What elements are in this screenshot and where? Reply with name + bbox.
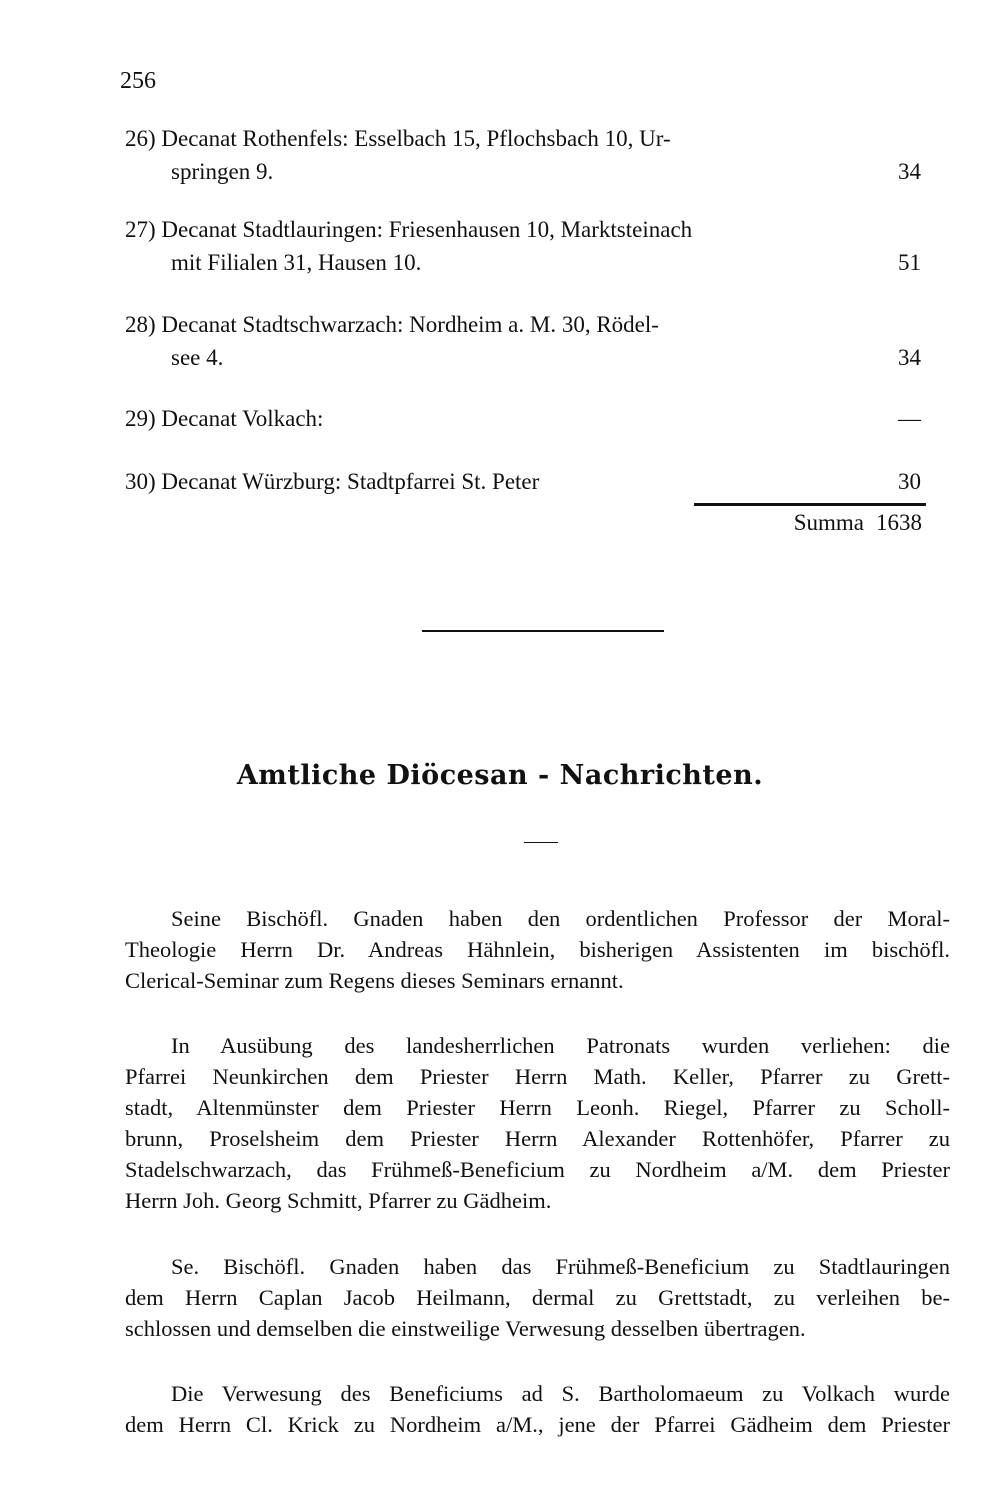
list-item (125, 402, 925, 435)
heading-divider (524, 842, 558, 843)
paragraph-line: Theologie Herrn Dr. Andreas Hähnlein, bisherigen Assistenten im bischöfl. (125, 937, 950, 962)
list-item (125, 122, 925, 188)
paragraph (125, 903, 950, 996)
list-item (125, 308, 925, 374)
entry-line (125, 246, 925, 279)
paragraph-line: Die Verwesung des Beneficiums ad S. Bartholomaeum zu Volkach wurde (171, 1381, 950, 1406)
entry-count: 34 (898, 159, 921, 184)
section-heading: Amtliche Diöcesan - Nachrichten. (236, 760, 764, 791)
entry-line (125, 402, 925, 435)
entry-line (125, 341, 925, 374)
paragraph-line: stadt, Altenmünster dem Priester Herrn Leonh. Riegel, Pfarrer zu Scholl- (125, 1095, 950, 1120)
paragraph (125, 1030, 950, 1216)
paragraph (125, 1378, 950, 1440)
paragraph-line: Stadelschwarzach, das Frühmeß-Beneficium zu Nordheim a/M. dem Priester (125, 1157, 950, 1182)
entry-count: 34 (898, 345, 921, 370)
list-item (125, 213, 925, 279)
entry-line-text: springen 9. (171, 159, 274, 184)
paragraph-line: Pfarrei Neunkirchen dem Priester Herrn Math. Keller, Pfarrer zu Grett- (125, 1064, 950, 1089)
entry-line-text: 30) Decanat Würzburg: Stadtpfarrei St. Peter (125, 469, 540, 494)
page-number: 256 (120, 68, 156, 94)
paragraph-line: brunn, Proselsheim dem Priester Herrn Alexander Rottenhöfer, Pfarrer zu (125, 1126, 950, 1151)
sum-rule (694, 503, 926, 506)
paragraph-line: dem Herrn Caplan Jacob Heilmann, dermal zu Grettstadt, zu verleihen be- (125, 1285, 950, 1310)
entry-line: 27) Decanat Stadtlauringen: Friesenhausen 10, Marktsteinach (125, 217, 693, 242)
paragraph-line: Herrn Joh. Georg Schmitt, Pfarrer zu Gädheim. (125, 1188, 552, 1213)
paragraph-line: dem Herrn Cl. Krick zu Nordheim a/M., jene der Pfarrei Gädheim dem Priester (125, 1412, 950, 1437)
entry-count: — (898, 406, 921, 431)
summa-label: Summa (793, 510, 864, 535)
list-item (125, 465, 925, 498)
entry-line-text: see 4. (171, 345, 224, 370)
paragraph-line: Se. Bischöfl. Gnaden haben das Frühmeß-Beneficium zu Stadtlauringen (171, 1254, 950, 1279)
entry-line: 26) Decanat Rothenfels: Esselbach 15, Pflochsbach 10, Ur- (125, 126, 671, 151)
paragraph-line: Clerical-Seminar zum Regens dieses Seminars ernannt. (125, 968, 624, 993)
paragraph (125, 1251, 950, 1344)
paragraph-line: In Ausübung des landesherrlichen Patronats wurden verliehen: die (171, 1033, 950, 1058)
entry-line-text: 29) Decanat Volkach: (125, 406, 324, 431)
entry-line (125, 155, 925, 188)
entry-line: 28) Decanat Stadtschwarzach: Nordheim a. M. 30, Rödel- (125, 312, 659, 337)
summa-value: 1638 (876, 510, 922, 535)
section-divider (422, 630, 664, 632)
entry-count: 30 (898, 469, 921, 494)
paragraph-line: schlossen und demselben die einstweilige Verwesung desselben übertragen. (125, 1316, 806, 1341)
entry-line (125, 465, 925, 498)
summa-total (794, 510, 922, 536)
entry-count: 51 (898, 250, 921, 275)
entry-line-text: mit Filialen 31, Hausen 10. (171, 250, 422, 275)
paragraph-line: Seine Bischöfl. Gnaden haben den ordentlichen Professor der Moral- (171, 906, 950, 931)
